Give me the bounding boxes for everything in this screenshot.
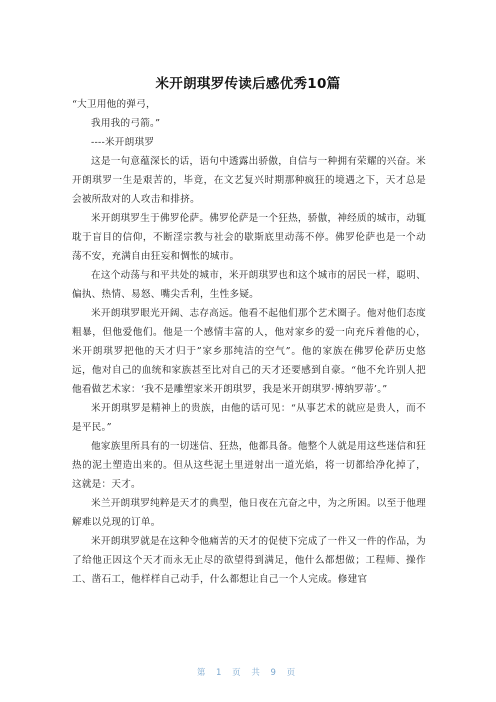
- page-number-footer: 第 1 页 共 9 页: [196, 668, 300, 678]
- paragraph: 我用我的弓箭。”: [91, 118, 161, 129]
- paragraph: ----米开朗琪罗: [91, 137, 155, 148]
- paragraph: “大卫用他的弹弓，: [72, 99, 156, 110]
- paragraph: 米开朗琪罗是精神上的贵族，由他的话可见：“从事艺术的就应是贵人，而不是平民。”: [72, 403, 426, 433]
- paragraph: 他家族里所具有的一切迷信、狂热，他都具备。他整个人就是用这些迷信和狂热的泥土塑造出来的。但从这些泥土里迸射出一道光焰，将一切都给净化掉了，这就是：天才。: [72, 441, 426, 490]
- paragraph: 这是一句意蕴深长的话，语句中透露出骄傲，自信与一种拥有荣耀的兴奋。米开朗琪罗一生是艰苦的，毕竟，在文艺复兴时期那种疯狂的境遇之下，天才总是会被所敌对的人攻击和排挤。: [72, 156, 426, 205]
- paragraph: 在这个动荡与和平共处的城市，米开朗琪罗也和这个城市的居民一样，聪明、偏执、热情、易怒、嘴尖舌利，生性多疑。: [72, 270, 426, 300]
- document-title: 米开朗琪罗传读后感优秀10篇: [155, 76, 341, 92]
- paragraph: 米兰开朗琪罗纯粹是天才的典型，他日夜在亢奋之中，为之所困。以至于他理解难以兑现的订单。: [72, 498, 426, 528]
- paragraph: 米开朗琪罗就是在这种令他痛苦的天才的促使下完成了一件又一件的作品，为了给他正因这个天才而永无止尽的欲望得到满足，他什么都想做；工程师、操作工、凿石工，他样样自己动手，什么都想让自己一个人完成。修建官: [72, 536, 426, 585]
- paragraph: 米开朗琪罗生于佛罗伦萨。佛罗伦萨是一个狂热，骄傲，神经质的城市，动辄耽于盲目的信仰，不断淫宗教与社会的歇斯底里动荡不停。佛罗伦萨也是一个动荡不安，充满自由狂妄和惆怅的城市。: [72, 213, 426, 262]
- paragraph: 米开朗琪罗眼光开阔、志存高远。他看不起他们那个艺术圈子。他对他们态度粗暴，但他爱他们。他是一个感情丰富的人，他对家乡的爱一向充斥着他的心，米开朗琪罗把他的天才归于”家乡那纯洁的空气”。他的家族在佛罗伦萨历史悠远，他对自己的血统和家族甚至比对自己的天才还要感到自豪。“他不允许别人把他看做艺术家：‘我不是雕塑家米开朗琪罗，我是米开朗琪罗·博纳罗蒂’。”: [72, 308, 426, 395]
- document-body: [72, 95, 426, 589]
